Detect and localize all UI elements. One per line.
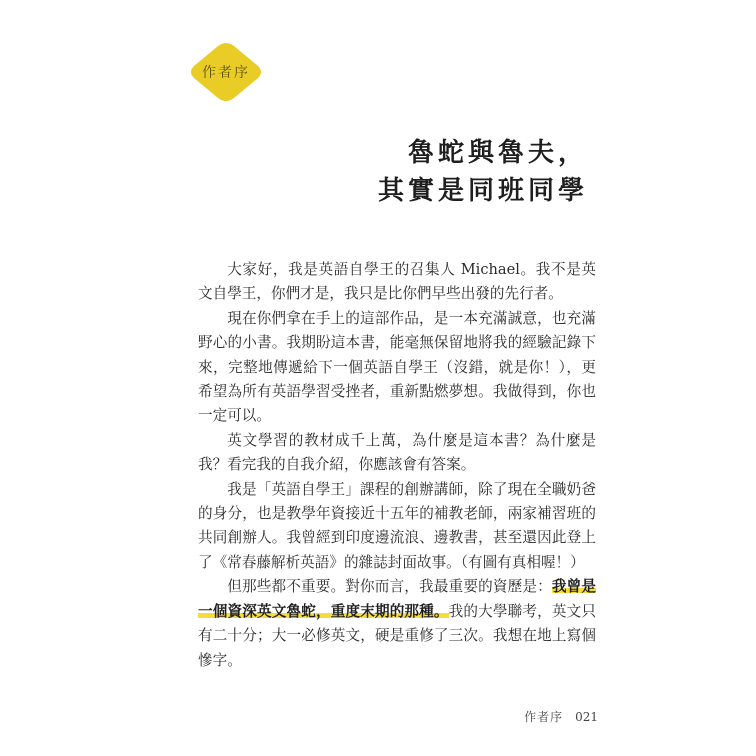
badge-label: 作者序 bbox=[202, 65, 250, 81]
highlighted-sentence: 我曾是一個資深英文魯蛇，重度末期的那種。 bbox=[198, 578, 596, 620]
paragraph-3: 英文學習的教材成千上萬，為什麼是這本書？為什麼是我？看完我的自我介紹，你應該會有答案。 bbox=[198, 431, 596, 474]
title-line-2: 其實是同班同學 bbox=[377, 176, 588, 206]
page-number: 021 bbox=[575, 710, 598, 724]
section-badge bbox=[188, 42, 264, 102]
footer-section-label: 作者序 bbox=[524, 710, 564, 724]
page-footer bbox=[524, 708, 598, 725]
paragraph-5 bbox=[198, 575, 596, 673]
paragraph-5-rest: 我的大學聯考，英文只有二十分；大一必修英文，硬是重修了三次。我想在地上寫個慘字。 bbox=[198, 602, 596, 669]
paragraph-4: 我是「英語自學王」課程的創辦講師，除了現在全職奶爸的身分，也是教學年資接近十五年的補教老師，兩家補習班的共同創辦人。我曾經到印度邊流浪、邊教書，甚至還因此登上了《常春藤解析英語》的雜誌封面故事。（有圖有真相喔！） bbox=[198, 480, 596, 571]
body-text bbox=[198, 258, 596, 673]
paragraph-1: 大家好，我是英語自學王的召集人 Michael。我不是英文自學王，你們才是，我只是比你們早些出發的先行者。 bbox=[198, 261, 596, 303]
title-line-1: 魯蛇與魯夫， bbox=[407, 138, 588, 168]
chapter-title bbox=[378, 134, 588, 210]
paragraph-2: 現在你們拿在手上的這部作品，是一本充滿誠意，也充滿野心的小書。我期盼這本書，能毫無保留地將我的經驗記錄下來，完整地傳遞給下一個英語自學王（沒錯，就是你！），更希望為所有英語學習受挫者，重新點燃夢想。我做得到，你也一定可以。 bbox=[198, 309, 596, 425]
paragraph-5-lead: 但那些都不重要。對你而言，我最重要的資歷是： bbox=[227, 578, 552, 596]
